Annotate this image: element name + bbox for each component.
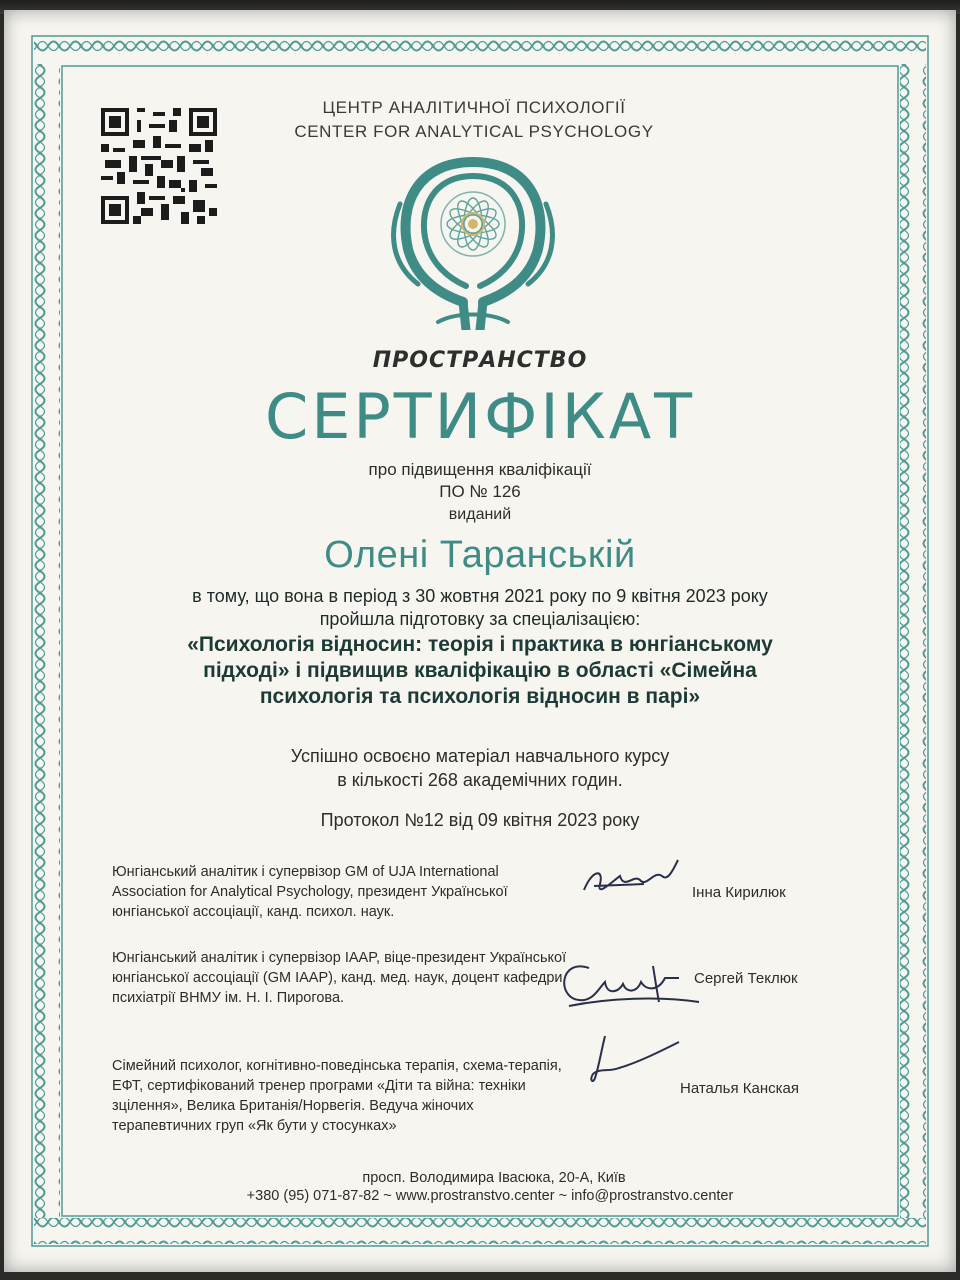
signatory-name: Сергей Теклюк [694,970,798,987]
certificate-title: СЕРТИФІКАТ [264,380,696,453]
signatory-description: Юнгіанський аналітик і супервізор GM of UJA International Association for Analytical Psychology, президент Української юнгіанської ассоціації, канд. психол. наук. [112,864,508,920]
training-passed: пройшла підготовку за спеціалізацією: [319,609,641,629]
issued-label: виданий [448,506,512,523]
specialization: «Психологія відносин: теорія і практика в юнгіанському підході» і підвищив кваліфікацію в області «Сімейна психологія та психологія відносин в парі» [187,633,773,708]
org-name-ua: ЦЕНТР АНАЛІТИЧНОЇ ПСИХОЛОГІЇ [322,98,626,117]
footer-address: просп. Володимира Івасюка, 20-А, Київ [362,1170,626,1186]
course-mastered: Успішно освоєно матеріал навчального курсу [290,746,670,766]
signatory-name: Наталья Канская [680,1080,799,1097]
certificate-subtitle: про підвищення кваліфікації [368,460,592,479]
protocol: Протокол №12 від 09 квітня 2023 року [320,810,640,830]
signatory-description: Сімейний психолог, когнітивно-поведінська терапія, схема-терапія, ЕФТ, сертифікований тренер програми «Діти та війна: техніки зцілення», Велика Британія/Норвегія. Ведуча жіночих терапевтичних груп «Як бути у стосунках» [112,1058,562,1134]
org-name-en: CENTER FOR ANALYTICAL PSYCHOLOGY [294,122,654,141]
certificate-number: ПО № 126 [439,482,521,501]
recipient-name: Олені Таранській [324,534,636,576]
signature-3 [579,1028,689,1088]
academic-hours: в кількості 268 академічних годин. [337,770,623,790]
signature-1 [574,850,694,910]
tree-mandala-logo [378,154,568,330]
signature-2 [549,948,709,1018]
signatory-name: Інна Кирилюк [692,884,786,901]
certificate-paper [4,10,956,1272]
signatory-description: Юнгіанський аналітик і супервізор IAAP, віце-президент Української юнгіанської ассоціації (GM IAAP), канд. мед. наук, доцент кафедри психіатрії ВНМУ ім. Н. І. Пирогова. [112,950,567,1006]
footer-contacts: +380 (95) 071-87-82 ~ www.prostranstvo.center ~ info@prostranstvo.center [246,1188,734,1204]
training-period: в тому, що вона в період з 30 жовтня 2021 року по 9 квітня 2023 року [192,586,768,606]
brand-name: ПРОСТРАНСТВО [372,348,588,373]
